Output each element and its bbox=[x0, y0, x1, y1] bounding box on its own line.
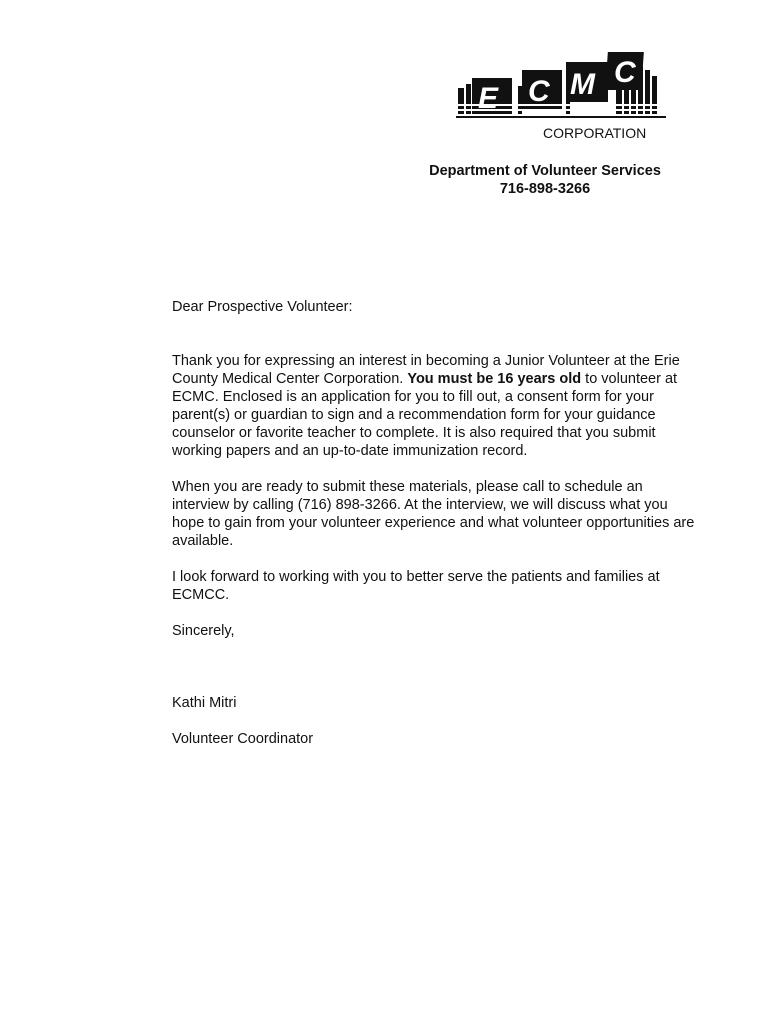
logo-letter-c2: C bbox=[614, 56, 636, 89]
logo-corporation-text: CORPORATION bbox=[543, 125, 647, 141]
ecmc-logo-mark bbox=[456, 50, 666, 142]
paragraph-intro bbox=[172, 352, 702, 460]
paragraph-intro-text-1: Thank you for expressing an interest in becoming a Junior Volunteer at the Erie County Medical Center Corporation. bbox=[172, 353, 680, 387]
salutation: Dear Prospective Volunteer: bbox=[172, 299, 353, 315]
paragraph-intro-text-2: to volunteer at ECMC. Enclosed is an application for you to fill out, a consent form for your parent(s) or guardian to sign and a recommendation form for your guidance counselor or favorite teacher to complete. It is also required that you submit working papers and an up-to-date immunization record. bbox=[172, 371, 678, 459]
letter-body bbox=[172, 298, 702, 748]
signer-title: Volunteer Coordinator bbox=[172, 731, 314, 747]
logo-letter-e: E bbox=[478, 82, 499, 115]
logo-letter-m: M bbox=[570, 68, 595, 101]
closing: Sincerely, bbox=[172, 623, 235, 639]
department-header bbox=[415, 162, 675, 198]
paragraph-closing-remark: I look forward to working with you to better serve the patients and families at ECMCC. bbox=[172, 569, 660, 603]
logo-letter-c: C bbox=[528, 75, 550, 108]
age-requirement: You must be 16 years old bbox=[407, 371, 582, 387]
ecmc-logo bbox=[456, 50, 666, 142]
department-phone: 716-898-3266 bbox=[499, 181, 591, 197]
department-name: Department of Volunteer Services bbox=[429, 163, 661, 179]
paragraph-interview: When you are ready to submit these materials, please call to schedule an interview by calling (716) 898-3266. At the interview, we will discuss what you hope to gain from your volunteer experience and what volunteer opportunities are available. bbox=[172, 479, 695, 549]
signer-name: Kathi Mitri bbox=[172, 695, 237, 711]
